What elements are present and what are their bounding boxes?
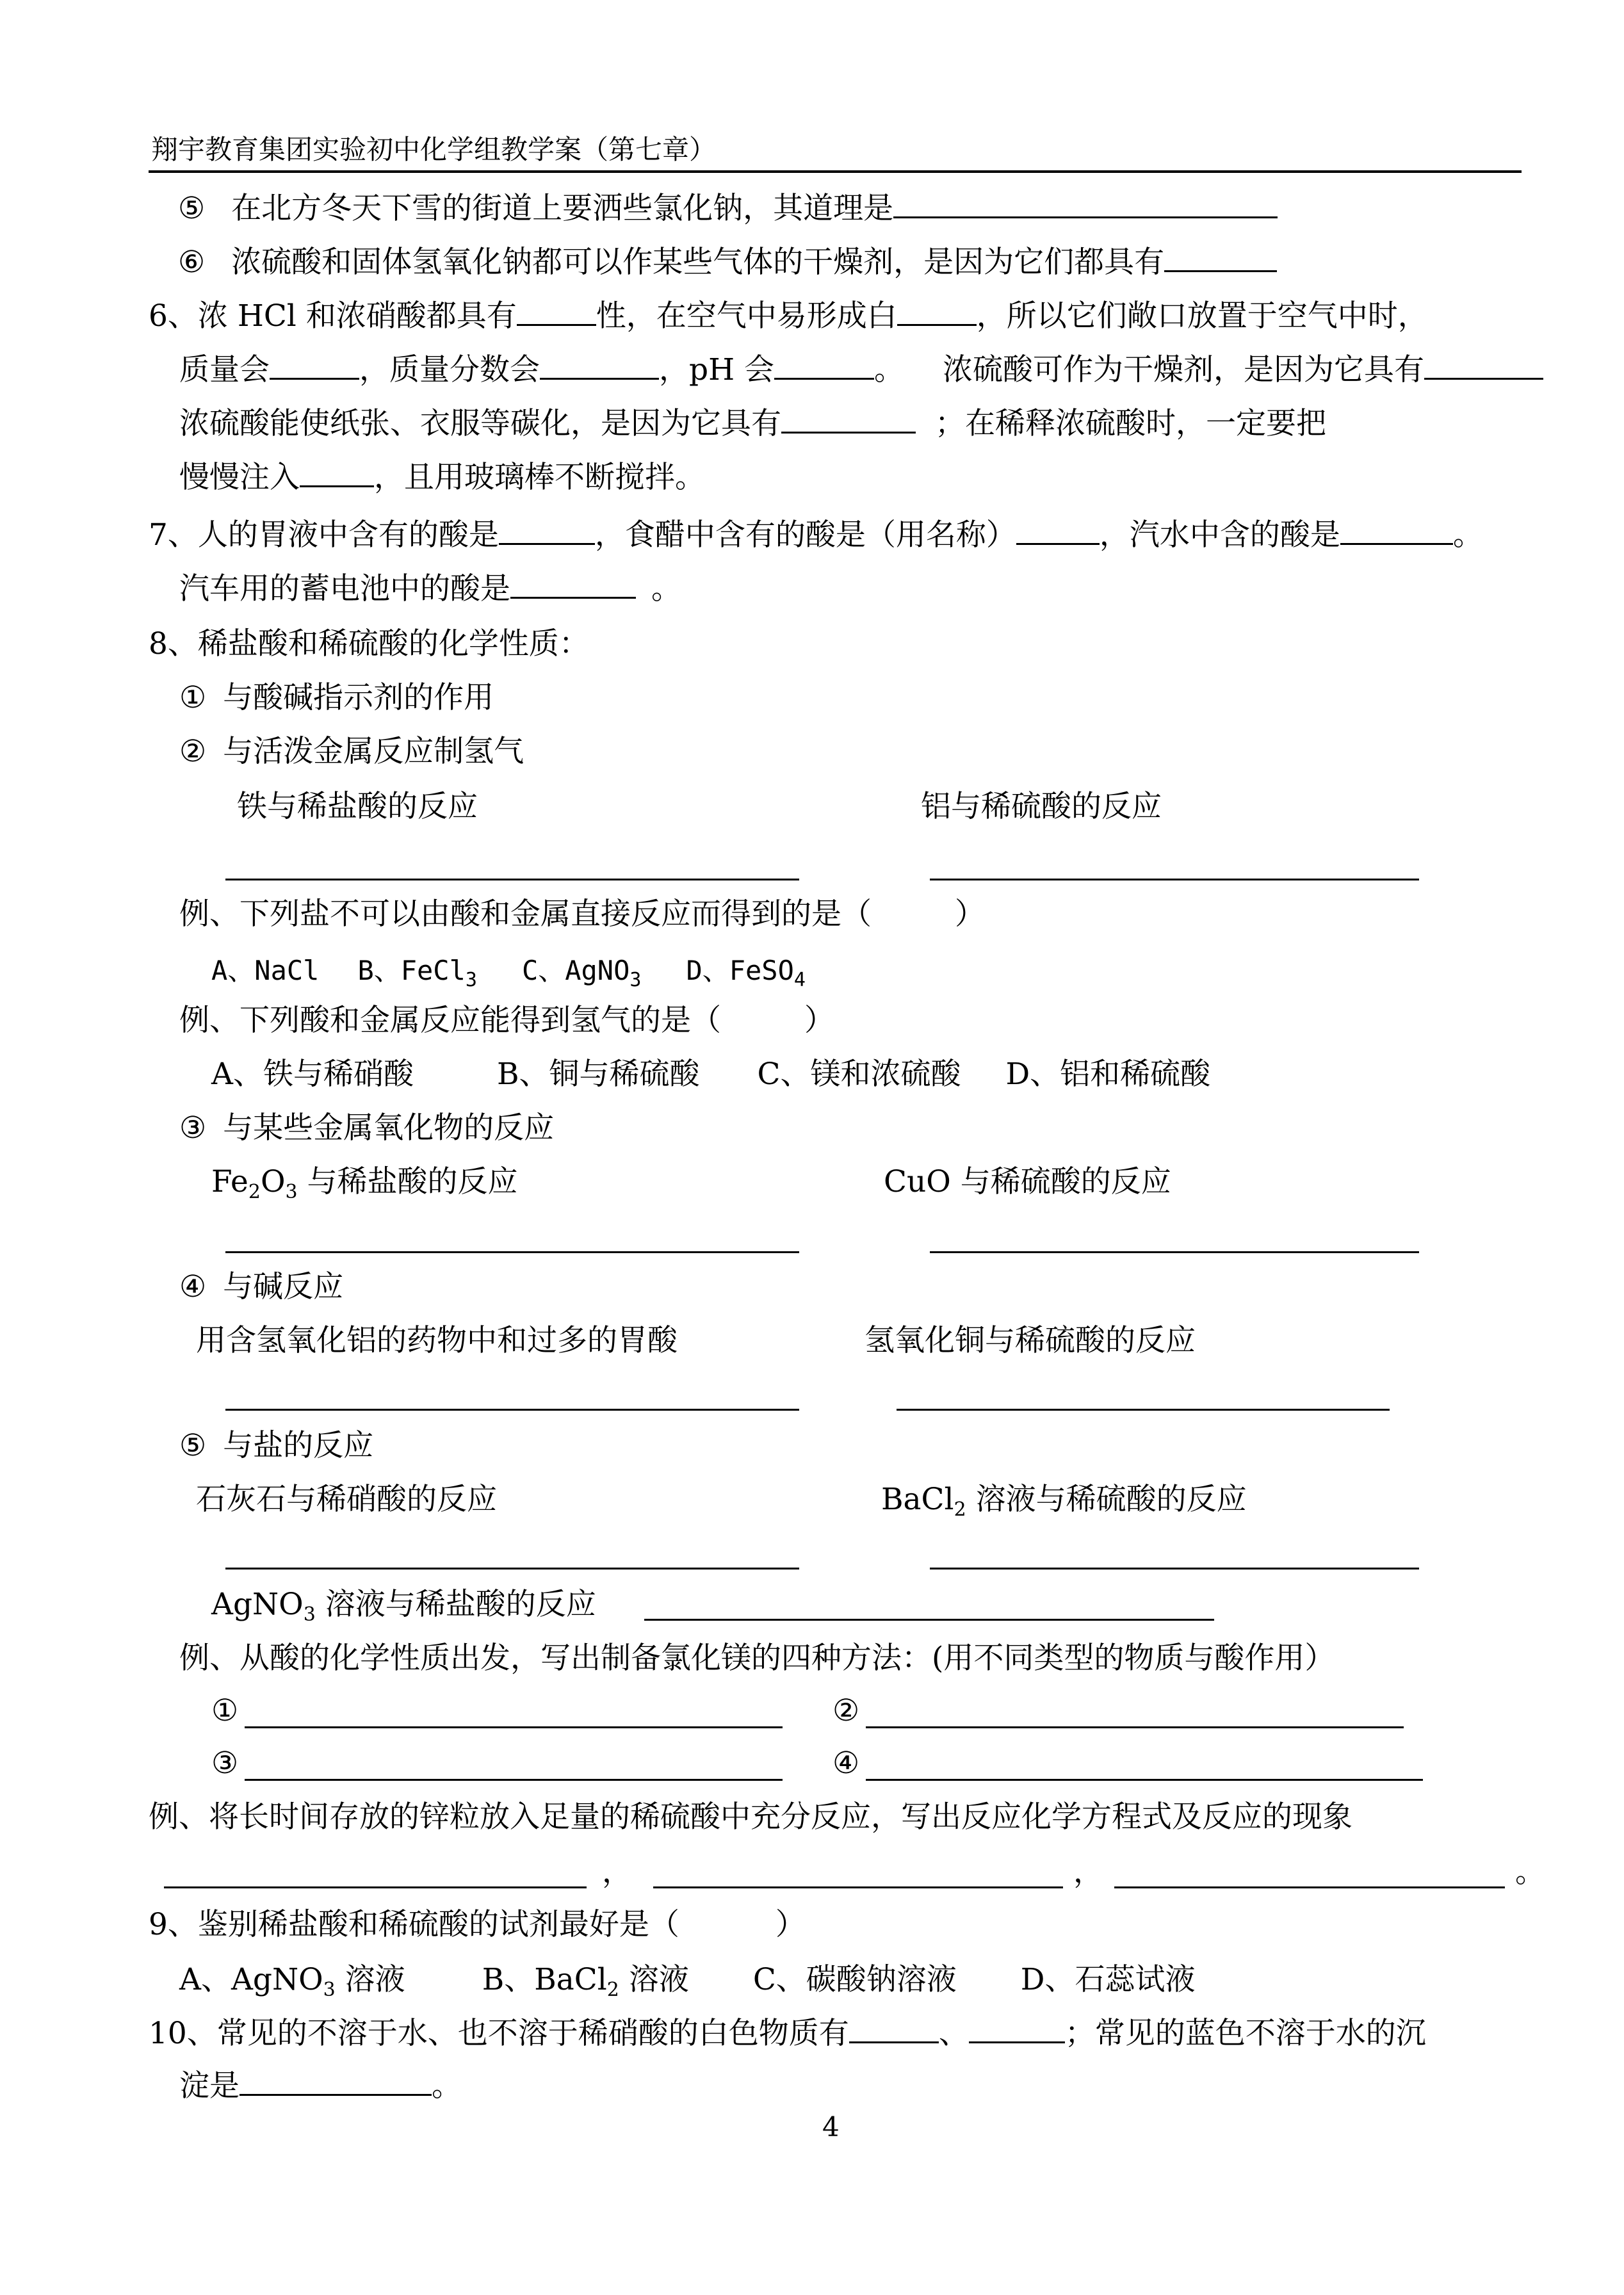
question-9-option-d[interactable]: D、石蕊试液 (1020, 1962, 1196, 1997)
property-3-label: 与某些金属氧化物的反应 (223, 1110, 555, 1146)
example-1-question (179, 896, 985, 932)
period: 。 (1515, 1854, 1545, 1890)
question-7-line-2 (179, 571, 681, 607)
example-4-question: 例、将长时间存放的锌粒放入足量的稀硫酸中充分反应，写出反应化学方程式及反应的现象 (149, 1799, 1352, 1835)
property-5 (179, 1428, 373, 1464)
property-4-label: 与碱反应 (223, 1269, 344, 1304)
property-1-label: 与酸碱指示剂的作用 (223, 680, 494, 715)
fe2o3-hcl-equation-blank[interactable] (225, 1251, 799, 1253)
question-9-option-b[interactable] (482, 1962, 689, 2001)
answer-blank[interactable] (517, 298, 596, 326)
option-a-rest: 溶液 (335, 1962, 405, 1997)
bacl2-formula: BaCl (881, 1482, 954, 1517)
example-1-option-d[interactable] (686, 955, 806, 991)
method-3-number: ③ (211, 1746, 239, 1781)
example-1-text: 例、下列盐不可以由酸和金属直接反应而得到的是（ (179, 896, 872, 932)
q6-text-f: ，pH 会 (659, 352, 775, 387)
fe2o3-o: O (260, 1164, 286, 1199)
item-6-text: 浓硫酸和固体氢氧化钠都可以作某些气体的干燥剂，是因为它们都具有 (231, 245, 1165, 280)
answer-blank[interactable] (781, 406, 916, 434)
q6-text-j: ；在稀释浓硫酸时，一定要把 (935, 406, 1326, 441)
q6-text-h: 浓硫酸可作为干燥剂，是因为它具有 (943, 352, 1425, 387)
q7-text-f: 。 (651, 571, 681, 606)
bacl2-rest: 溶液与稀硫酸的反应 (966, 1482, 1247, 1517)
fe-hcl-equation-blank[interactable] (225, 879, 799, 880)
answer-blank[interactable] (510, 571, 636, 599)
answer-blank[interactable] (1164, 245, 1277, 272)
fe2o3-hcl-label (211, 1164, 518, 1210)
example-1-option-c[interactable] (521, 955, 642, 991)
option-c-subscript: 3 (629, 969, 642, 991)
question-6-line-4 (179, 460, 705, 496)
bacl2-subscript: 2 (954, 1498, 966, 1521)
agno3-rest: 溶液与稀盐酸的反应 (315, 1587, 596, 1622)
example-3-question: 例、从酸的化学性质出发，写出制备氯化镁的四种方法：(用不同类型的物质与酸作用） (179, 1641, 1335, 1676)
q6-text-e: ，质量分数会 (359, 352, 540, 387)
item-5-text: 在北方冬天下雪的街道上要洒些氯化钠，其道理是 (231, 191, 894, 226)
method-2-blank[interactable] (866, 1726, 1404, 1728)
q6-text-l: ，且用玻璃棒不断搅拌。 (374, 460, 705, 495)
answer-blank[interactable] (1424, 352, 1543, 380)
q7-text-e: 汽车用的蓄电池中的酸是 (179, 571, 510, 606)
answer-blank[interactable] (849, 2016, 939, 2043)
example-1-option-a[interactable]: A、NaCl (211, 955, 320, 986)
caco3-equation-blank[interactable] (225, 1568, 799, 1569)
example-2-options (211, 1057, 1210, 1092)
method-4-blank[interactable] (866, 1779, 1423, 1781)
property-1-number: ① (179, 680, 207, 715)
bacl2-equation-blank[interactable] (930, 1568, 1419, 1569)
q7-text-d: 。 (1452, 517, 1483, 553)
q10-text-d: 淀是 (179, 2068, 240, 2104)
method-1-number: ① (211, 1693, 239, 1728)
cuoh-equation-blank[interactable] (897, 1409, 1390, 1411)
method-2-number: ② (832, 1693, 860, 1728)
q6-text-i: 浓硫酸能使纸张、衣服等碳化，是因为它具有 (179, 406, 781, 441)
example-2-text: 例、下列酸和金属反应能得到氢气的是（ (179, 1003, 721, 1038)
example-1-options (211, 953, 806, 998)
property-3-number: ③ (179, 1110, 207, 1146)
property-2 (179, 734, 524, 770)
option-c-text: C、AgNO (521, 955, 630, 986)
example-2-question (179, 1003, 834, 1039)
question-10-line-1 (149, 2016, 1426, 2052)
property-2-number: ② (179, 734, 207, 769)
item-5-number: ⑤ (178, 191, 206, 226)
agno3-subscript: 3 (303, 1603, 316, 1626)
option-a-formula: A、AgNO (179, 1962, 323, 1997)
option-a-subscript: 3 (323, 1979, 336, 2001)
q10-text-a: 10、常见的不溶于水、也不溶于稀硝酸的白色物质有 (149, 2016, 849, 2051)
answer-blank[interactable] (499, 517, 595, 545)
q7-text-b: ，食醋中含有的酸是（用名称） (594, 517, 1016, 553)
answer-blank[interactable] (1340, 517, 1453, 545)
answer-blank[interactable] (969, 2016, 1065, 2043)
fe2o3-rest: 与稀盐酸的反应 (297, 1164, 518, 1199)
page-number: 4 (822, 2111, 840, 2143)
answer-blank[interactable] (774, 352, 874, 380)
caco3-label: 石灰石与稀硝酸的反应 (196, 1482, 497, 1517)
method-3-blank[interactable] (245, 1779, 783, 1781)
q6-text-k: 慢慢注入 (179, 460, 300, 495)
zinc-phenomenon-blank-2[interactable] (1114, 1886, 1505, 1888)
option-d-text: D、FeSO (686, 955, 794, 986)
aloh-label: 用含氢氧化铝的药物中和过多的胃酸 (196, 1323, 678, 1358)
zinc-equation-blank[interactable] (164, 1886, 587, 1888)
answer-blank[interactable] (1016, 517, 1100, 545)
header-rule (149, 170, 1522, 173)
option-b-text: B、FeCl (357, 955, 466, 986)
property-4-number: ④ (179, 1269, 207, 1304)
fe2o3-fe: Fe (211, 1164, 248, 1199)
example-2-option-c[interactable]: C、镁和浓硫酸 (757, 1057, 961, 1092)
answer-blank[interactable] (540, 352, 659, 380)
q6-text-b: 性，在空气中易形成白 (596, 298, 897, 334)
cuoh-label: 氢氧化铜与稀硫酸的反应 (865, 1323, 1196, 1358)
question-7-line-1 (149, 517, 1483, 553)
answer-blank[interactable] (240, 2068, 432, 2096)
example-2-option-a[interactable]: A、铁与稀硝酸 (211, 1057, 414, 1092)
example-2-option-b[interactable]: B、铜与稀硫酸 (496, 1057, 700, 1092)
q10-text-b: 、 (938, 2016, 969, 2051)
q6-text-d: 质量会 (179, 352, 270, 387)
method-1-blank[interactable] (245, 1726, 783, 1728)
fe2o3-sub-1: 2 (248, 1181, 261, 1203)
question-9-text: 9、鉴别稀盐酸和稀硫酸的试剂最好是（ (149, 1907, 679, 1942)
item-5 (178, 191, 1278, 227)
al-h2so4-label: 铝与稀硫酸的反应 (921, 789, 1162, 824)
option-b-subscript: 3 (465, 969, 477, 991)
example-1-option-b[interactable] (357, 955, 477, 991)
option-b-formula: B、BaCl (482, 1962, 607, 1997)
cuo-h2so4-label: CuO 与稀硫酸的反应 (884, 1164, 1171, 1199)
page-header-title: 翔宇教育集团实验初中化学组教学案（第七章） (151, 134, 717, 165)
question-9-option-a[interactable] (179, 1962, 405, 2001)
q10-text-e: 。 (432, 2068, 462, 2104)
property-5-number: ⑤ (179, 1428, 207, 1463)
property-5-label: 与盐的反应 (223, 1428, 374, 1463)
option-b-rest: 溶液 (619, 1962, 689, 1997)
question-8-title: 8、稀盐酸和稀硫酸的化学性质： (149, 626, 589, 661)
method-4-number: ④ (832, 1746, 860, 1781)
question-6-line-3 (179, 406, 1326, 442)
q6-text-c: ，所以它们敞口放置于空气中时， (976, 298, 1428, 334)
q7-text-a: 7、人的胃液中含有的酸是 (149, 517, 499, 553)
question-6-line-1 (149, 298, 1428, 334)
question-9-options (179, 1962, 1195, 2008)
question-10-line-2 (179, 2068, 462, 2104)
question-6-line-2 (179, 352, 1543, 388)
example-2-close: ） (804, 1003, 834, 1038)
answer-blank[interactable] (300, 460, 374, 487)
agno3-label (211, 1587, 596, 1633)
fe2o3-sub-2: 3 (285, 1181, 298, 1203)
aloh-equation-blank[interactable] (225, 1409, 799, 1411)
question-9-close: ） (775, 1907, 806, 1942)
comma: ， (602, 1854, 632, 1890)
property-3 (179, 1110, 554, 1146)
item-6-number: ⑥ (178, 245, 206, 280)
bacl2-label (881, 1482, 1247, 1528)
item-6 (178, 245, 1277, 280)
fe-hcl-label: 铁与稀盐酸的反应 (237, 789, 478, 824)
example-1-close: ） (955, 896, 985, 932)
property-2-label: 与活泼金属反应制氢气 (223, 734, 524, 769)
al-h2so4-equation-blank[interactable] (930, 879, 1419, 880)
agno3-formula: AgNO (211, 1587, 304, 1622)
property-1 (179, 680, 494, 716)
property-4 (179, 1269, 343, 1305)
question-9-option-c[interactable]: C、碳酸钠溶液 (752, 1962, 957, 1997)
question-9 (149, 1907, 806, 1943)
comma: ， (1073, 1854, 1103, 1890)
q6-text-g: 。 (874, 352, 905, 387)
agno3-equation-blank[interactable] (644, 1619, 1214, 1621)
answer-blank[interactable] (270, 352, 359, 380)
q7-text-c: ，汽水中含的酸是 (1099, 517, 1340, 553)
q6-text-a: 6、浓 HCl 和浓硝酸都具有 (149, 298, 517, 334)
answer-blank[interactable] (893, 191, 1278, 218)
option-b-subscript: 2 (606, 1979, 619, 2001)
q10-text-c: ；常见的蓝色不溶于水的沉 (1064, 2016, 1426, 2051)
cuo-h2so4-equation-blank[interactable] (930, 1251, 1419, 1253)
answer-blank[interactable] (897, 298, 977, 326)
option-d-subscript: 4 (793, 969, 806, 991)
zinc-phenomenon-blank-1[interactable] (653, 1886, 1063, 1888)
example-2-option-d[interactable]: D、铝和稀硫酸 (1005, 1057, 1211, 1092)
